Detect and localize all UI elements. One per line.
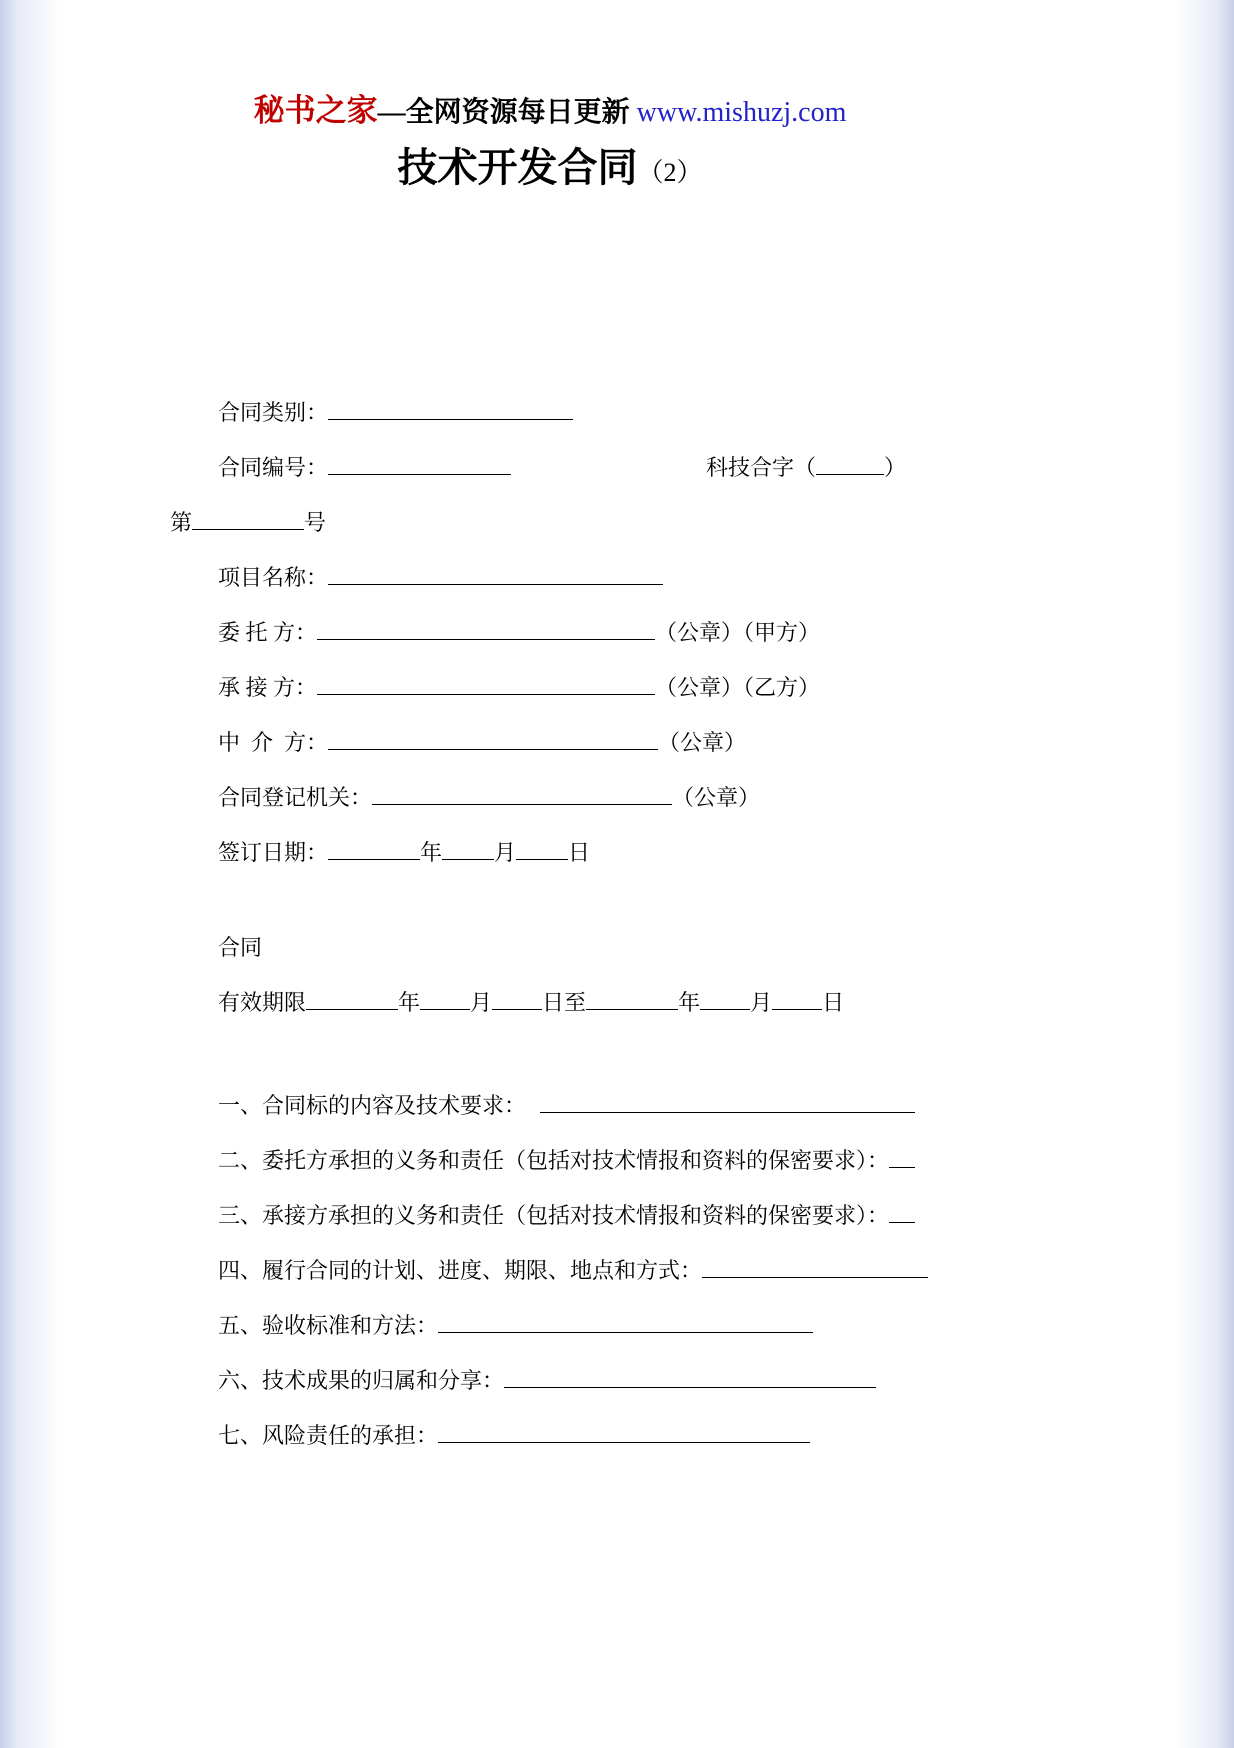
registry-label-0: 合同登记机关：: [218, 785, 373, 810]
intermediary-label-2: （公章）: [658, 730, 747, 755]
contract-category-fill-in-blank-1[interactable]: [328, 419, 573, 420]
contract-word-label-0: 合同: [218, 935, 263, 960]
sign-date-label-6: 日: [568, 840, 591, 865]
clause-6-fill-in-blank-1[interactable]: [504, 1387, 876, 1388]
intermediary-label-0: 中 介 方：: [218, 730, 329, 755]
number-line-fill-in-blank-1[interactable]: [192, 529, 304, 530]
clause-6-label-0: 六、技术成果的归属和分享：: [218, 1368, 505, 1393]
number-line-label-2: 号: [304, 510, 327, 535]
clause-5-label-0: 五、验收标准和方法：: [218, 1313, 439, 1338]
clause-4-fill-in-blank-1[interactable]: [702, 1277, 928, 1278]
validity-period-fill-in-blank-11[interactable]: [772, 1009, 822, 1010]
contract-number-label-3: 科技合字（: [706, 455, 817, 480]
title-suffix: （2）: [637, 158, 703, 187]
row-intermediary: [218, 715, 1234, 770]
site-tagline: —全网资源每日更新: [377, 97, 630, 128]
row-clause-3: [218, 1188, 1234, 1243]
row-validity-period: [218, 975, 1234, 1030]
row-project-name: [218, 550, 1234, 605]
validity-period-label-10: 月: [750, 990, 773, 1015]
row-clause-4: [218, 1243, 1234, 1298]
validity-period-label-6: 日至: [542, 990, 587, 1015]
contract-number-label-5: ）: [884, 455, 907, 480]
sign-date-label-2: 年: [420, 840, 443, 865]
contract-number-label-0: 合同编号：: [218, 455, 329, 480]
row-contract-category: [218, 385, 1234, 440]
sign-date-label-0: 签订日期：: [218, 840, 329, 865]
registry-label-2: （公章）: [672, 785, 761, 810]
validity-period-fill-in-blank-1[interactable]: [306, 1009, 398, 1010]
validity-period-fill-in-blank-5[interactable]: [492, 1009, 542, 1010]
row-clause-2: [218, 1133, 1234, 1188]
clause-1-fill-in-blank-2[interactable]: [540, 1112, 915, 1113]
contractor-fill-in-blank-1[interactable]: [317, 694, 655, 695]
clause-3-fill-in-blank-1[interactable]: [889, 1222, 915, 1223]
validity-period-label-12: 日: [822, 990, 845, 1015]
clause-4-label-0: 四、履行合同的计划、进度、期限、地点和方式：: [218, 1258, 703, 1283]
row-sign-date: [218, 825, 1234, 880]
validity-period-label-4: 月: [470, 990, 493, 1015]
row-clause-1: [218, 1078, 1234, 1133]
row-number-line: [170, 495, 1234, 550]
validity-period-label-0: 有效期限: [218, 990, 307, 1015]
client-label-2: （公章）（甲方）: [655, 620, 821, 645]
validity-period-fill-in-blank-3[interactable]: [420, 1009, 470, 1010]
contract-number-fill-in-blank-4[interactable]: [816, 474, 884, 475]
row-clause-5: [218, 1298, 1234, 1353]
site-brand: 秘书之家: [253, 93, 378, 128]
clause-2-fill-in-blank-1[interactable]: [889, 1167, 915, 1168]
project-name-label-0: 项目名称：: [218, 565, 329, 590]
number-line-label-0: 第: [170, 510, 193, 535]
row-clause-6: [218, 1353, 1234, 1408]
form-rows: [0, 385, 1234, 1463]
validity-period-fill-in-blank-9[interactable]: [700, 1009, 750, 1010]
site-banner: [0, 90, 1100, 134]
sign-date-fill-in-blank-3[interactable]: [442, 859, 494, 860]
document-title: [0, 140, 1100, 205]
row-contract-word: [218, 920, 1234, 975]
contractor-label-2: （公章）（乙方）: [655, 675, 821, 700]
sign-date-fill-in-blank-1[interactable]: [328, 859, 420, 860]
clause-3-label-0: 三、承接方承担的义务和责任（包括对技术情报和资料的保密要求）：: [218, 1203, 890, 1228]
validity-period-fill-in-blank-7[interactable]: [586, 1009, 678, 1010]
clause-5-fill-in-blank-1[interactable]: [438, 1332, 813, 1333]
validity-period-label-2: 年: [398, 990, 421, 1015]
document-top-block: [0, 0, 1100, 205]
site-url-link[interactable]: www.mishuzj.com: [629, 97, 847, 128]
row-clause-7: [218, 1408, 1234, 1463]
contractor-label-0: 承 接 方：: [218, 675, 318, 700]
row-contract-number: [218, 440, 1234, 495]
registry-fill-in-blank-1[interactable]: [372, 804, 672, 805]
sign-date-label-4: 月: [494, 840, 517, 865]
clause-2-label-0: 二、委托方承担的义务和责任（包括对技术情报和资料的保密要求）：: [218, 1148, 890, 1173]
row-contractor: [218, 660, 1234, 715]
contract-number-fill-in-blank-1[interactable]: [328, 474, 511, 475]
row-client: [218, 605, 1234, 660]
title-text: 技术开发合同: [397, 146, 638, 190]
client-fill-in-blank-1[interactable]: [317, 639, 655, 640]
clause-7-label-0: 七、风险责任的承担：: [218, 1423, 439, 1448]
row-registry: [218, 770, 1234, 825]
client-label-0: 委 托 方：: [218, 620, 318, 645]
contract-category-label-0: 合同类别：: [218, 400, 329, 425]
clause-1-label-0: 一、合同标的内容及技术要求：: [218, 1093, 527, 1118]
sign-date-fill-in-blank-5[interactable]: [516, 859, 568, 860]
project-name-fill-in-blank-1[interactable]: [328, 584, 663, 585]
clause-7-fill-in-blank-1[interactable]: [438, 1442, 810, 1443]
validity-period-label-8: 年: [678, 990, 701, 1015]
intermediary-fill-in-blank-1[interactable]: [328, 749, 658, 750]
